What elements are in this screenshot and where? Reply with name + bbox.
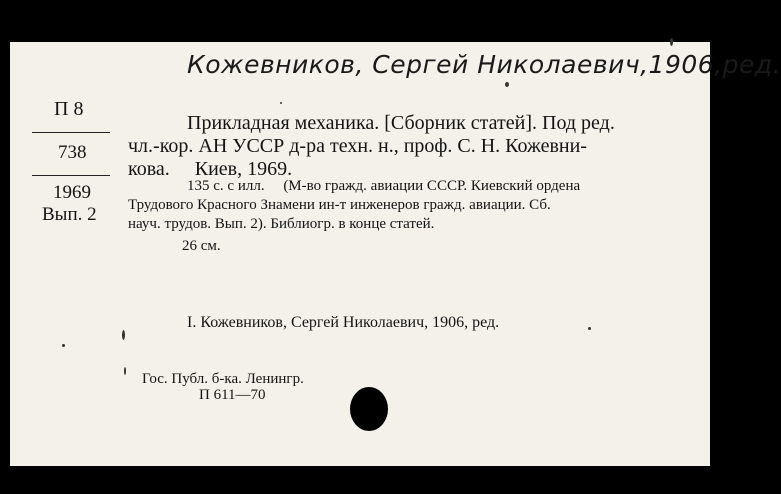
call-number-line-3: 1969 <box>53 182 91 203</box>
call-number-rule-1 <box>32 132 110 133</box>
call-number-line-1: П 8 <box>54 98 84 120</box>
handwritten-heading: Кожевников, Сергей Николаевич,1906,ред. <box>187 50 781 79</box>
ink-blot <box>350 387 388 431</box>
card-number: П 611—70 <box>199 387 266 403</box>
title-line-2: чл.-кор. АН УССР д-ра техн. н., проф. С. Н. Кожевни- <box>128 135 587 157</box>
description-line-2: Трудового Красного Знамени ин-т инженеров гражд. авиации. Сб. <box>128 197 551 213</box>
size-line: 26 см. <box>182 238 221 254</box>
description-line-3: науч. трудов. Вып. 2). Библиогр. в конце статей. <box>128 216 435 232</box>
ink-speck <box>62 344 65 347</box>
description-line-1: 135 с. с илл. (М-во гражд. авиации СССР. Киевский ордена <box>187 178 581 194</box>
ink-speck <box>280 102 282 104</box>
ink-speck <box>588 327 591 330</box>
ink-speck <box>124 367 126 375</box>
ink-speck <box>670 38 673 46</box>
library-name: Гос. Публ. б-ка. Ленингр. <box>142 371 304 387</box>
title-line-1: Прикладная механика. [Сборник статей]. Под ред. <box>187 112 615 134</box>
call-number-line-2: 738 <box>58 142 87 163</box>
catalog-card <box>10 42 781 466</box>
tracing-entry: I. Кожевников, Сергей Николаевич, 1906, ред. <box>187 314 500 331</box>
ink-speck <box>122 330 125 340</box>
ink-speck <box>505 82 509 87</box>
title-line-3: кова. Киев, 1969. <box>128 158 293 180</box>
call-number-line-4: Вып. 2 <box>42 204 97 225</box>
call-number-rule-2 <box>32 175 110 176</box>
